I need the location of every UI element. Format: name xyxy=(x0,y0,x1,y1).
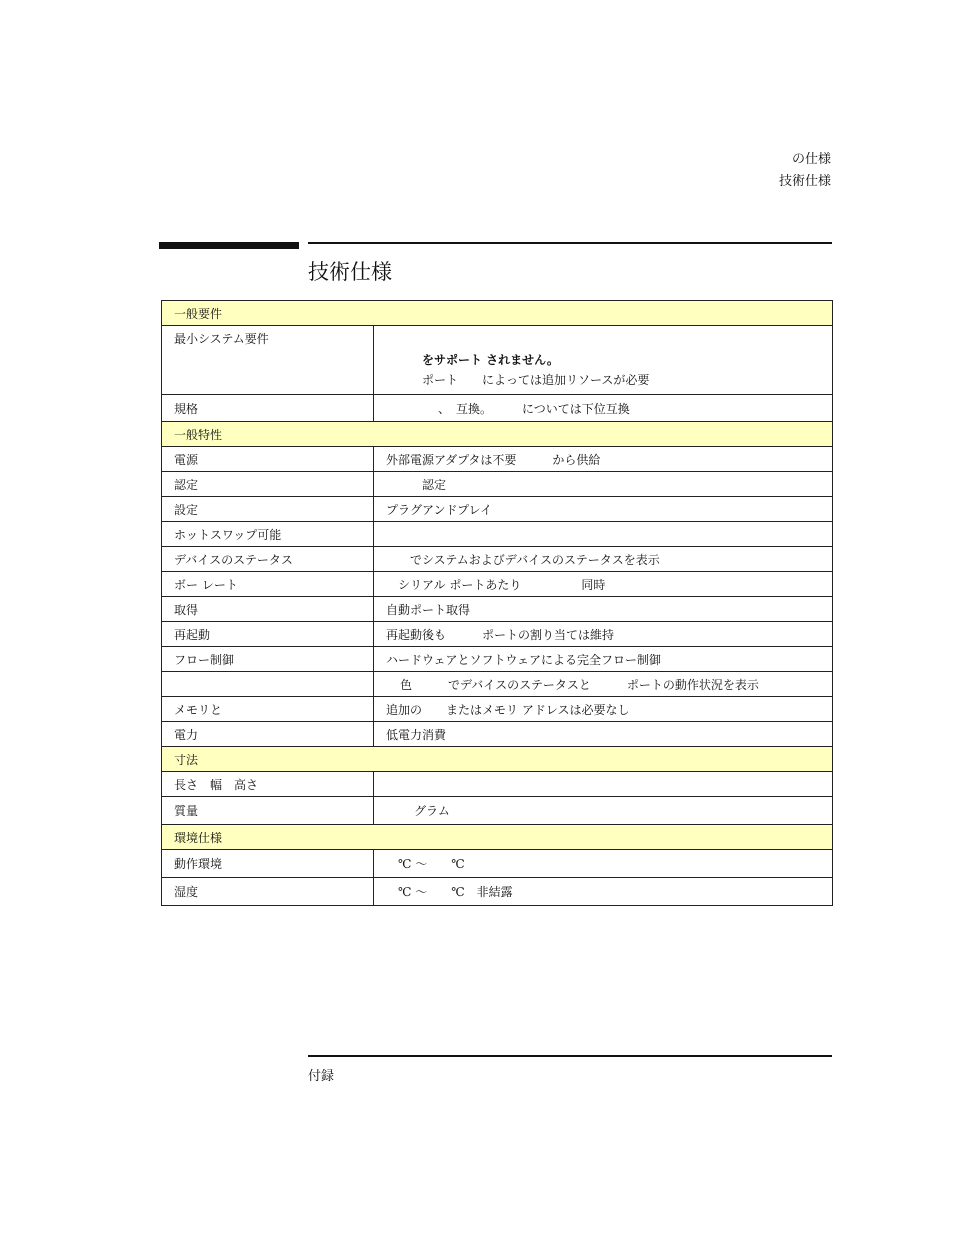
running-head-section: 技術仕様 xyxy=(778,174,831,189)
table-row xyxy=(162,597,833,622)
spec-value: シリアル ポートあたり 同時 xyxy=(374,572,833,597)
spec-value: ハードウェアとソフトウェアによる完全フロー制御 xyxy=(374,647,833,672)
spec-value: ℃ ～ ℃ xyxy=(374,850,833,878)
table-row xyxy=(162,697,833,722)
table-row xyxy=(162,672,833,697)
spec-value xyxy=(374,326,833,395)
spec-value-line: ポート によっては追加リソースが必要 xyxy=(422,373,650,387)
running-head-chapter: の仕様 xyxy=(791,152,831,167)
spec-label: ホットスワップ可能 xyxy=(162,522,374,547)
spec-label: 規格 xyxy=(162,395,374,422)
spec-label: 動作環境 xyxy=(162,850,374,878)
spec-value: 再起動後も ポートの割り当ては維持 xyxy=(374,622,833,647)
table-row xyxy=(162,522,833,547)
category-row-general-requirements xyxy=(162,301,833,326)
table-row xyxy=(162,622,833,647)
table-row xyxy=(162,850,833,878)
table-row xyxy=(162,647,833,672)
category-label: 寸法 xyxy=(162,747,833,772)
table-row xyxy=(162,472,833,497)
spec-label: 取得 xyxy=(162,597,374,622)
spec-value: 自動ポート取得 xyxy=(374,597,833,622)
table-row xyxy=(162,722,833,747)
spec-label: 再起動 xyxy=(162,622,374,647)
table-row xyxy=(162,395,833,422)
spec-value: でシステムおよびデバイスのステータスを表示 xyxy=(374,547,833,572)
spec-label: 湿度 xyxy=(162,878,374,906)
spec-value: 低電力消費 xyxy=(374,722,833,747)
spec-value: 、 互換。 については下位互換 xyxy=(374,395,833,422)
category-label: 一般要件 xyxy=(162,301,833,326)
spec-value-line xyxy=(386,330,820,350)
spec-value-line: をサポート されません。 xyxy=(422,353,559,367)
spec-value xyxy=(374,522,833,547)
spec-label: 設定 xyxy=(162,497,374,522)
spec-label xyxy=(162,672,374,697)
table-row xyxy=(162,547,833,572)
spec-value: 外部電源アダプタは不要 から供給 xyxy=(374,447,833,472)
bottom-rule xyxy=(308,1055,832,1057)
page-title: 技術仕様 xyxy=(308,260,392,284)
spec-label: デバイスのステータス xyxy=(162,547,374,572)
table-row xyxy=(162,772,833,797)
spec-table xyxy=(161,300,833,906)
spec-label: フロー制御 xyxy=(162,647,374,672)
category-row-general-characteristics xyxy=(162,422,833,447)
spec-label: 最小システム要件 xyxy=(162,326,374,395)
spec-value: 色 でデバイスのステータスと ポートの動作状況を表示 xyxy=(374,672,833,697)
category-row-dimensions xyxy=(162,747,833,772)
category-row-environment xyxy=(162,825,833,850)
table-row xyxy=(162,797,833,825)
category-label: 環境仕様 xyxy=(162,825,833,850)
spec-label: メモリと xyxy=(162,697,374,722)
spec-label: 質量 xyxy=(162,797,374,825)
section-bar xyxy=(159,242,299,249)
spec-label: 長さ 幅 高さ xyxy=(162,772,374,797)
spec-label: 電源 xyxy=(162,447,374,472)
spec-value: 認定 xyxy=(374,472,833,497)
top-rule xyxy=(308,242,832,244)
table-row xyxy=(162,878,833,906)
table-row xyxy=(162,572,833,597)
spec-value: グラム xyxy=(374,797,833,825)
spec-value: 追加の またはメモリ アドレスは必要なし xyxy=(374,697,833,722)
spec-label: 認定 xyxy=(162,472,374,497)
table-row xyxy=(162,447,833,472)
spec-label: ボー レート xyxy=(162,572,374,597)
spec-value: プラグアンドプレイ xyxy=(374,497,833,522)
footer-label: 付録 xyxy=(308,1069,335,1084)
category-label: 一般特性 xyxy=(162,422,833,447)
spec-value xyxy=(374,772,833,797)
spec-label: 電力 xyxy=(162,722,374,747)
table-row xyxy=(162,326,833,395)
spec-value: ℃ ～ ℃ 非結露 xyxy=(374,878,833,906)
table-row xyxy=(162,497,833,522)
